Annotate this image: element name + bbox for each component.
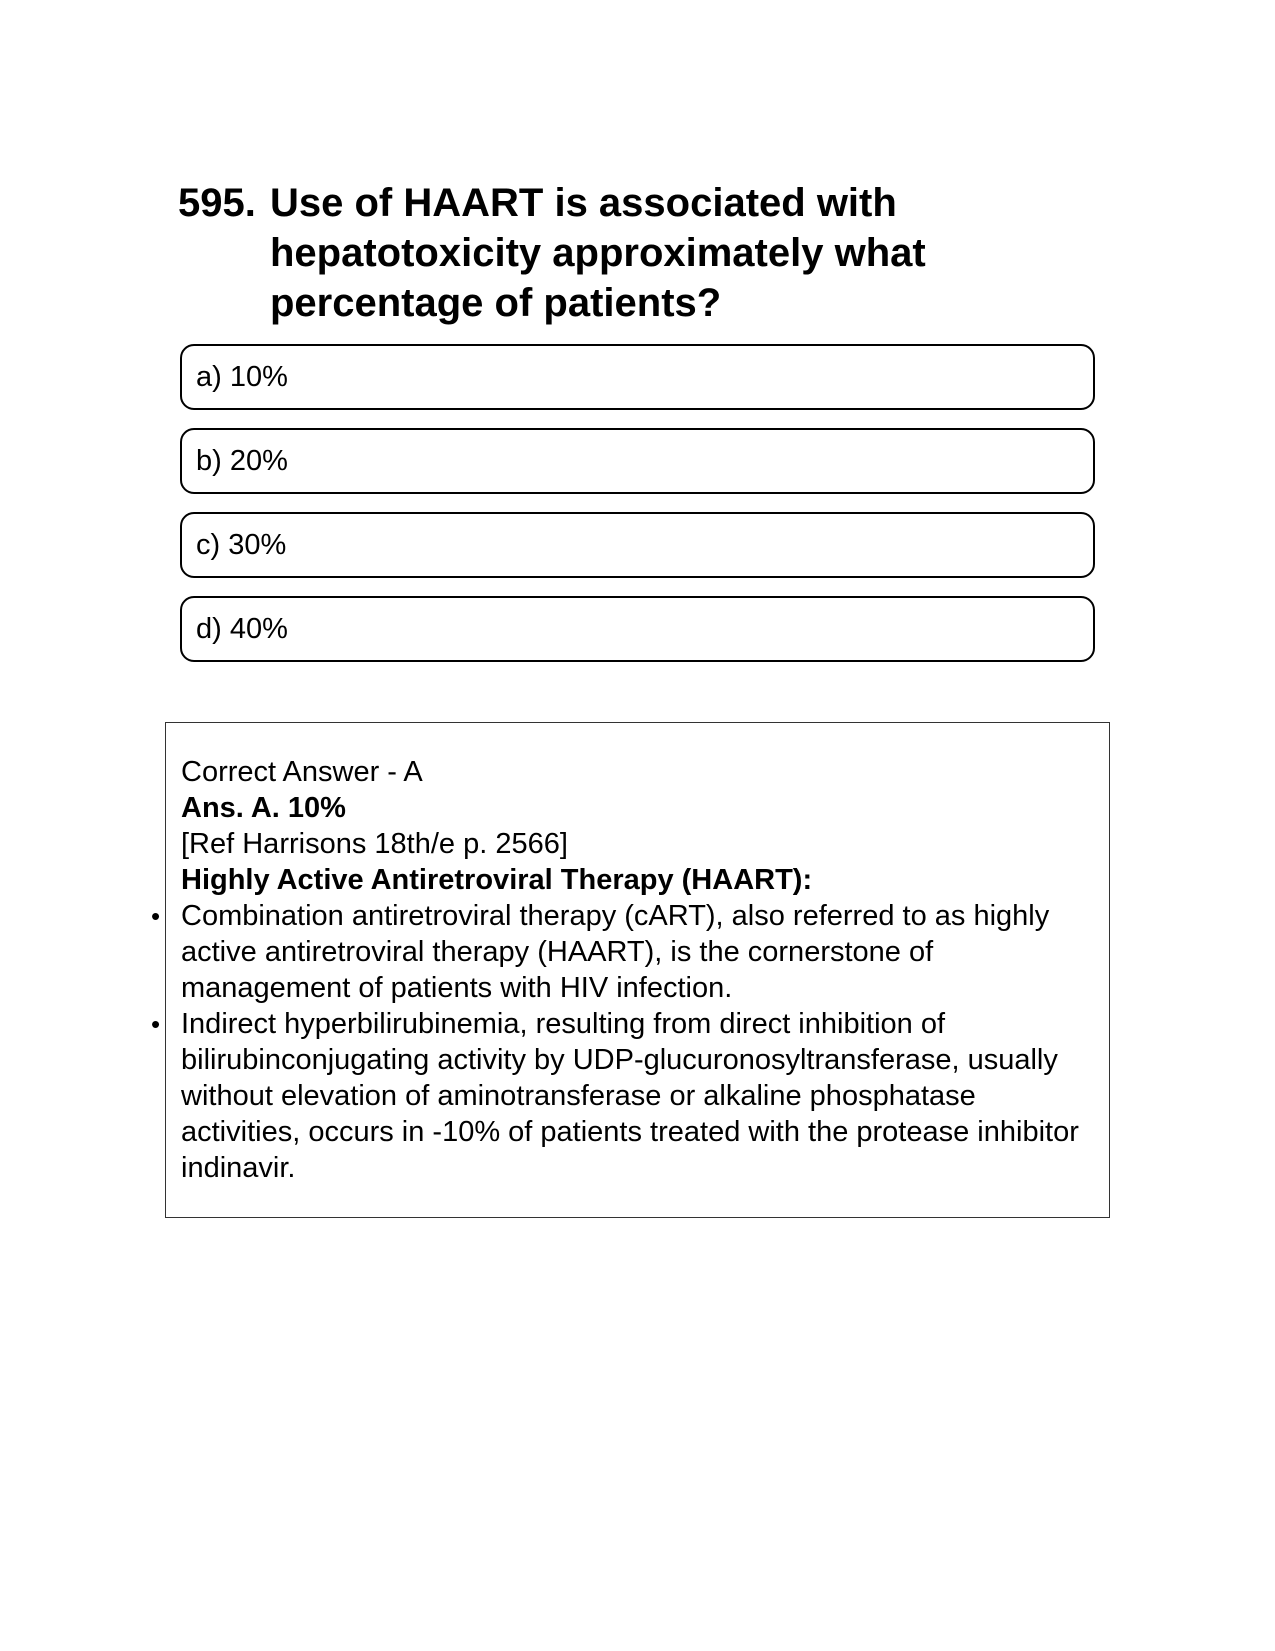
option-a-label: a) 10% [196,361,288,393]
correct-answer: Correct Answer - A [181,756,423,788]
option-c-label: c) 30% [196,529,287,561]
reference: [Ref Harrisons 18th/e p. 2566] [181,828,568,860]
list-item [151,898,1101,1006]
option-d-label: d) 40% [196,613,288,645]
question-text: Use of HAART is associated with hepatotoxicity approximately what percentage of patients? [270,181,926,325]
explanation-heading: Highly Active Antiretroviral Therapy (HAART): [181,864,813,896]
option-a[interactable] [180,344,1095,410]
question [178,178,978,328]
bullet-icon: • [151,1009,161,1039]
option-c[interactable] [180,512,1095,578]
answer-line: Ans. A. 10% [181,792,346,824]
explanation-list [151,898,1101,1186]
option-b-label: b) 20% [196,445,288,477]
bullet-icon: • [151,901,161,931]
list-item-text: Indirect hyperbilirubinemia, resulting from direct inhibition of bilirubinconjugating activity by UDP-glucuronosyltransferase, usually without elevation of aminotransferase or alkaline phosphatase activities, occurs in -10% of patients treated with the protease inhibitor indinavir. [181,1008,1079,1184]
question-number: 595. [178,181,256,225]
list-item-text: Combination antiretroviral therapy (cART), also referred to as highly active antiretroviral therapy (HAART), is the cornerstone of management of patients with HIV infection. [181,900,1050,1004]
answer-content [151,754,1101,1186]
option-d[interactable] [180,596,1095,662]
option-b[interactable] [180,428,1095,494]
list-item [151,1006,1101,1186]
